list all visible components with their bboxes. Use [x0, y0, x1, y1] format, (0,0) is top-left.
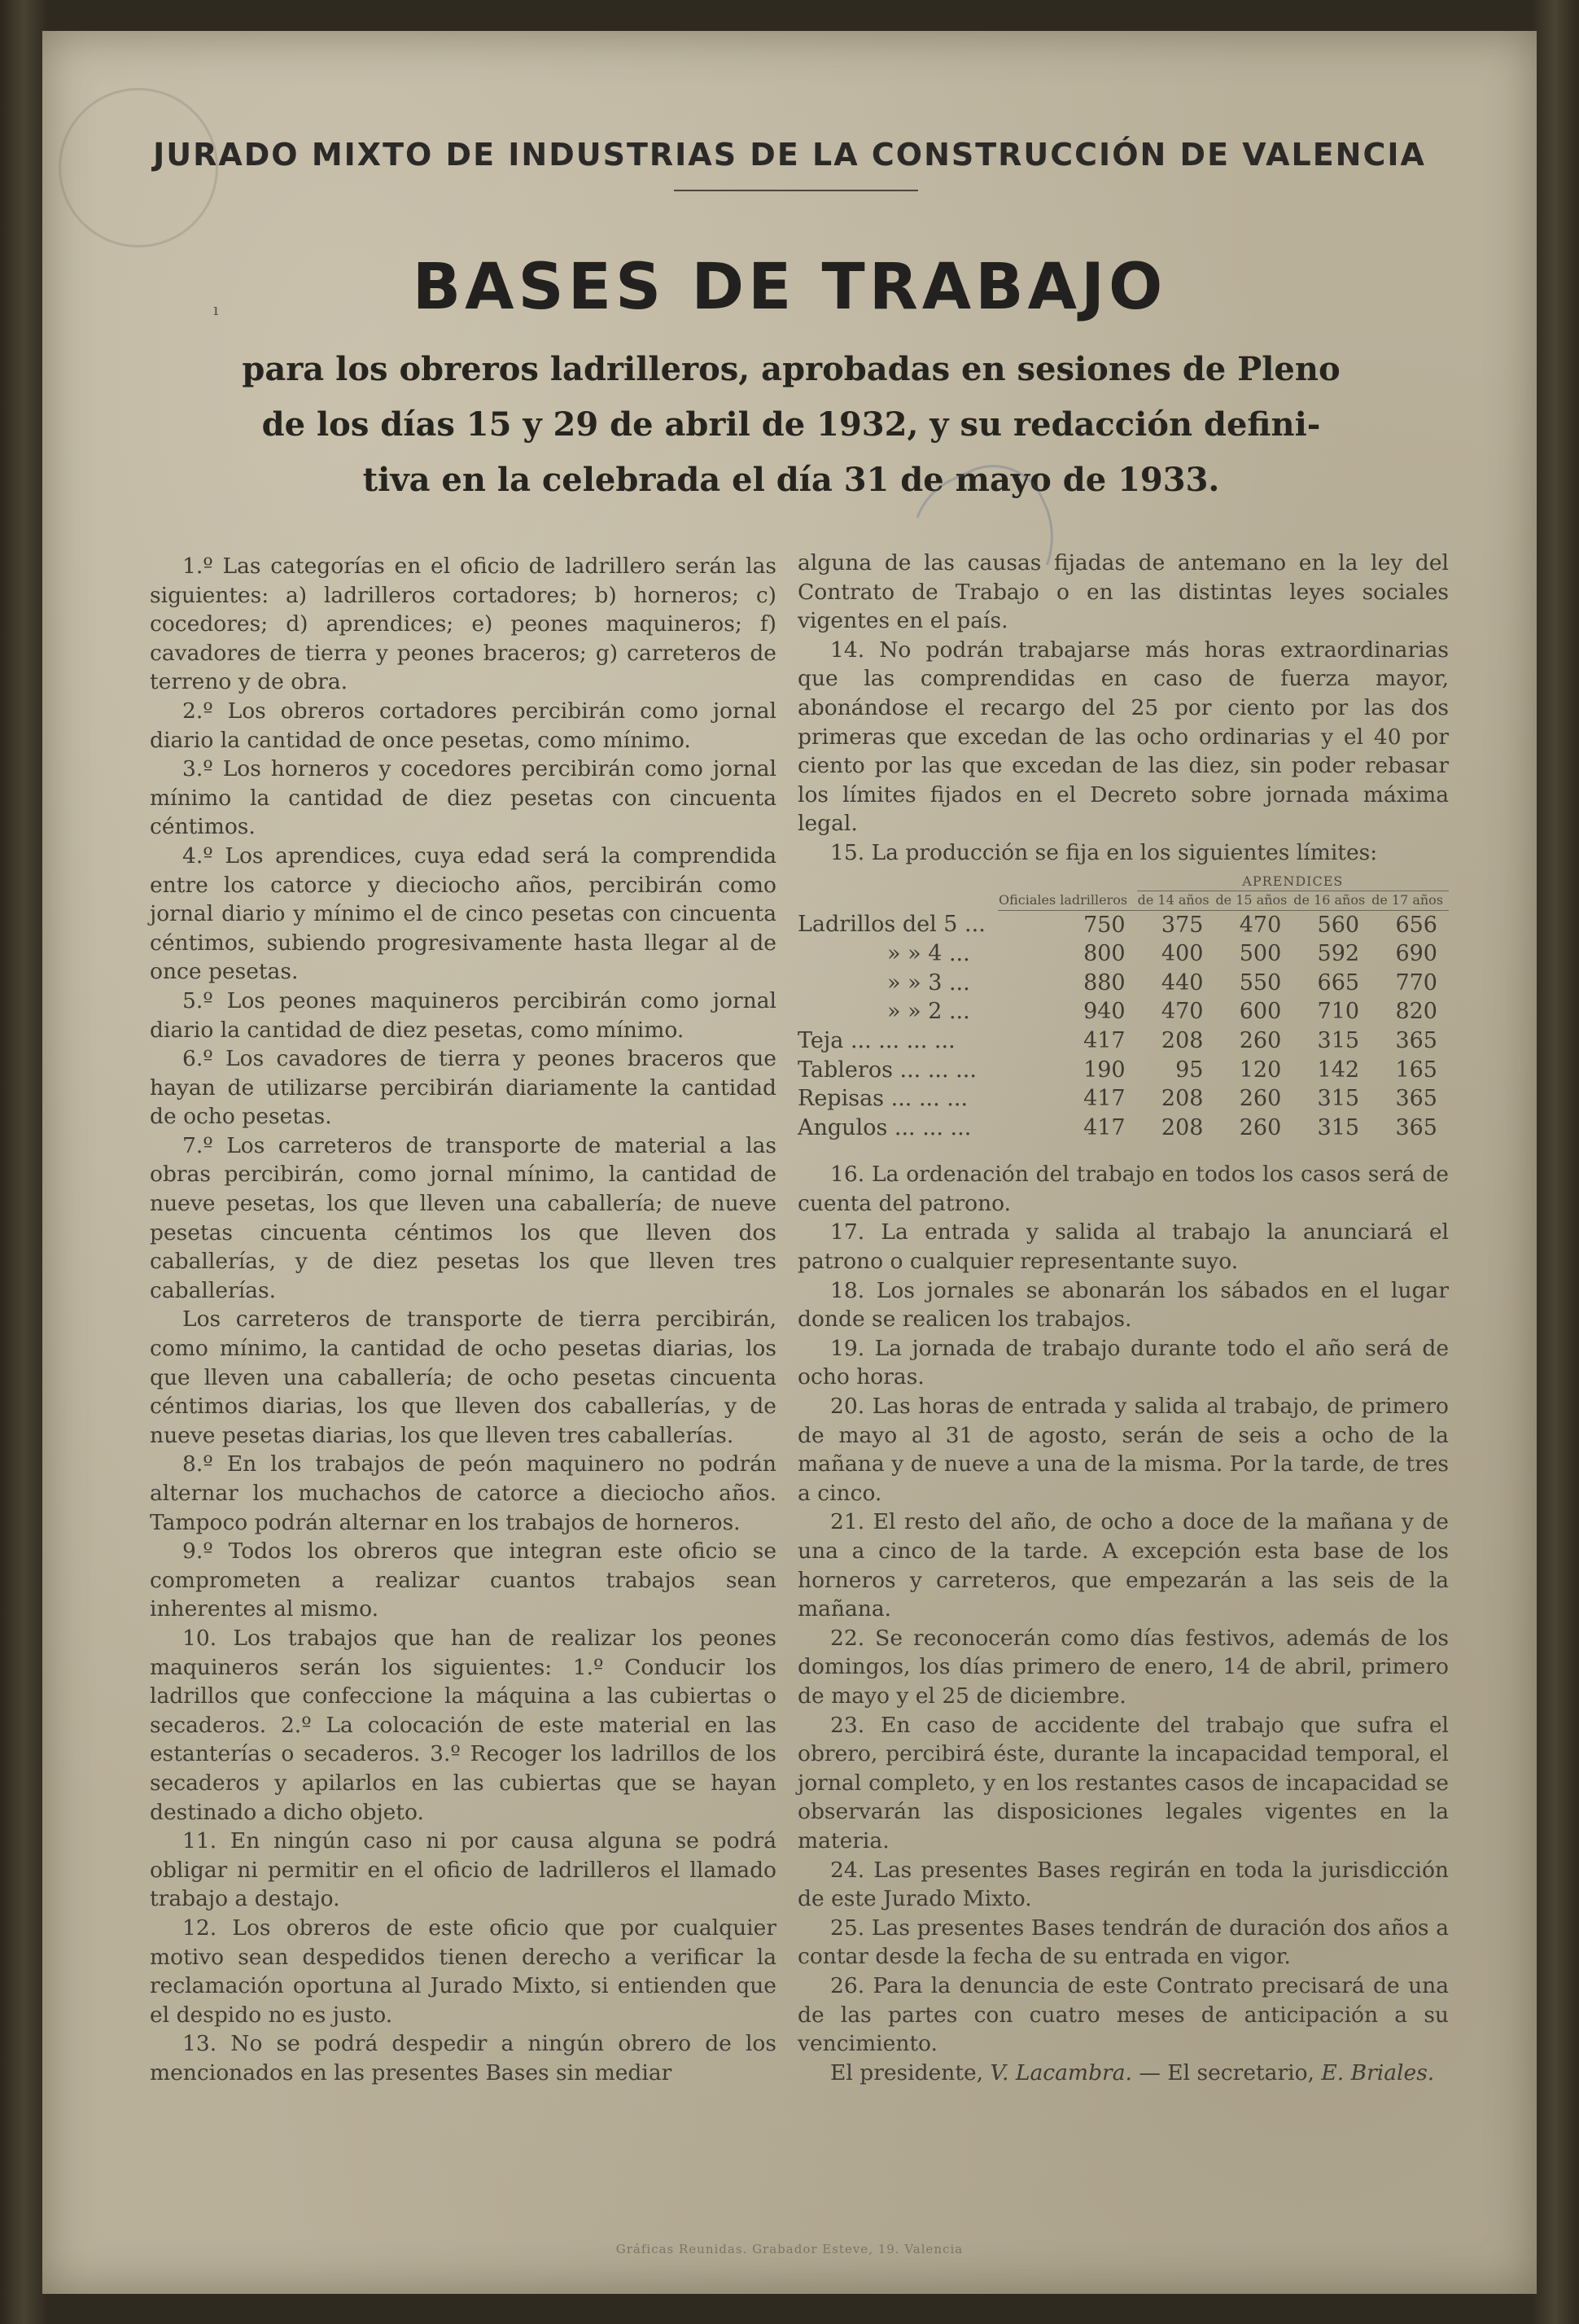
clause: 8.º En los trabajos de peón maquinero no podrán alternar los muchachos de catorce a dieciocho años. Tampoco podrán alternar en los trabajos de horneros. — [150, 1451, 776, 1535]
clause: 20. Las horas de entrada y salida al trabajo, de primero de mayo al 31 de agosto, serán de seis a ocho de la mañana y de nueve a una de la misma. Por la tarde, de tres a cinco. — [798, 1394, 1449, 1506]
signature-block — [798, 2059, 1449, 2088]
table-cell: 470 — [1161, 999, 1204, 1025]
clause: 23. En caso de accidente del trabajo que sufra el obrero, percibirá éste, durante la incapacidad temporal, el jornal completo, y en los restantes casos de incapacidad se observarán las disposiciones legales vigentes en la materia. — [798, 1712, 1449, 1854]
table-cell: 365 — [1395, 1114, 1437, 1140]
production-table — [798, 873, 1449, 1143]
president-name: V. Lacambra. — [990, 2059, 1132, 2085]
row-label: » » 2 ... — [887, 999, 970, 1025]
table-cell: 365 — [1395, 1086, 1437, 1112]
clause: 2.º Los obreros cortadores percibirán como jornal diario la cantidad de once pesetas, como mínimo. — [150, 698, 776, 753]
clause: Los carreteros de transporte de tierra percibirán, como mínimo, la cantidad de ocho pesetas diarias, los que lleven una caballería; de ocho pesetas cincuenta céntimos diarias, los que lleven dos caballerías, y de nueve pesetas diarias, los que lleven tres caballerías. — [150, 1306, 776, 1448]
table-cell: 315 — [1317, 1086, 1360, 1112]
table-cell: 690 — [1395, 941, 1437, 967]
table-cell: 417 — [1083, 1114, 1126, 1140]
row-label: Ladrillos del 5 ... — [798, 912, 986, 938]
table-cell: 190 — [1083, 1057, 1126, 1083]
table-cell: 95 — [1175, 1057, 1204, 1083]
table-cell: 365 — [1395, 1027, 1437, 1053]
clause: 14. No podrán trabajarse más horas extraordinarias que las comprendidas en caso de fuerza mayor, abonándose el recargo del 25 por ciento por las dos primeras que excedan de las ocho ordinarias y el 40 por ciento por las que excedan de las diez, sin poder rebasar los límites fijados en el Decreto sobre jornada máxima legal. — [798, 637, 1449, 837]
clause: 17. La entrada y salida al trabajo la anunciará el patrono o cualquier representante suyo. — [798, 1219, 1449, 1275]
subtitle-line: tiva en la celebrada el día 31 de mayo de 1933. — [362, 461, 1220, 499]
column-header: de 16 años — [1293, 891, 1371, 910]
column-header: de 17 años — [1371, 891, 1449, 910]
table-cell: 656 — [1395, 912, 1437, 938]
clause: 15. La producción se fija en los siguientes límites: — [830, 839, 1378, 865]
clause: 9.º Todos los obreros que integran este oficio se comprometen a realizar cuantos trabajos sean inherentes al mismo. — [150, 1538, 776, 1622]
table-cell: 142 — [1317, 1057, 1360, 1083]
table-cell: 750 — [1083, 912, 1126, 938]
table-cell: 315 — [1317, 1114, 1360, 1140]
table-cell: 800 — [1083, 941, 1126, 967]
clause: 22. Se reconocerán como días festivos, además de los domingos, los días primero de enero, 14 de abril, primero de mayo y el 25 de diciembre. — [798, 1625, 1449, 1709]
table-cell: 560 — [1317, 912, 1360, 938]
secretary-label: — El secretario, — [1139, 2059, 1314, 2085]
document-subtitle — [213, 342, 1369, 508]
table-cell: 665 — [1317, 969, 1360, 996]
table-cell: 260 — [1239, 1086, 1282, 1112]
row-label: Repisas ... ... ... — [798, 1086, 969, 1112]
table-cell: 592 — [1317, 941, 1360, 967]
table-cell: 417 — [1083, 1086, 1126, 1112]
table-row — [798, 939, 1449, 969]
clause: 26. Para la denuncia de este Contrato precisará de una de las partes con cuatro meses de anticipación a su vencimiento. — [798, 1972, 1449, 2057]
table-cell: 550 — [1239, 969, 1282, 996]
clause: 12. Los obreros de este oficio que por cualquier motivo sean despedidos tienen derecho a verificar la reclamación oportuna al Jurado Mixto, si entienden que el despido no es justo. — [150, 1915, 776, 2028]
group-header: APRENDICES — [1137, 873, 1449, 891]
table-row — [798, 1084, 1449, 1114]
table-cell: 440 — [1161, 969, 1204, 996]
clause: 13. No se podrá despedir a ningún obrero de los mencionados en las presentes Bases sin mediar — [150, 2031, 776, 2085]
clause: 16. La ordenación del trabajo en todos los casos será de cuenta del patrono. — [798, 1162, 1449, 1216]
clause: 4.º Los aprendices, cuya edad será la comprendida entre los catorce y dieciocho años, percibirán como jornal diario y mínimo el de cinco pesetas con cincuenta céntimos, subiendo progresivamente hasta llegar al de once pesetas. — [150, 843, 776, 985]
table-cell: 208 — [1161, 1027, 1204, 1053]
table-cell: 500 — [1239, 941, 1282, 967]
clause: 7.º Los carreteros de transporte de material a las obras percibirán, como jornal mínimo, la cantidad de nueve pesetas, los que lleven una caballería; de nueve pesetas cincuenta céntimos los que lleven dos caballerías, y de diez pesetas los que lleven tres caballerías. — [150, 1132, 776, 1303]
table-cell: 120 — [1239, 1057, 1282, 1083]
president-label: El presidente, — [830, 2059, 984, 2085]
margin-mark: ı — [213, 300, 219, 319]
column-header: Oficiales ladrilleros — [998, 873, 1137, 911]
table-cell: 375 — [1161, 912, 1204, 938]
secretary-name: E. Briales. — [1321, 2059, 1435, 2085]
table-cell: 315 — [1317, 1027, 1360, 1053]
table-cell: 600 — [1239, 999, 1282, 1025]
table-cell: 880 — [1083, 969, 1126, 996]
clause: 18. Los jornales se abonarán los sábados en el lugar donde se realicen los trabajos. — [798, 1277, 1449, 1333]
clause: 24. Las presentes Bases regirán en toda la jurisdicción de este Jurado Mixto. — [798, 1857, 1449, 1912]
heading-rule — [674, 190, 918, 191]
table-cell: 260 — [1239, 1027, 1282, 1053]
printer-imprint: Gráficas Reunidas. Grabador Esteve, 19. Valencia — [615, 2242, 964, 2256]
table-cell: 940 — [1083, 999, 1126, 1025]
table-cell: 770 — [1395, 969, 1437, 996]
clause: 11. En ningún caso ni por causa alguna se podrá obligar ni permitir en el oficio de ladrilleros el llamado trabajo a destajo. — [150, 1828, 776, 1912]
row-label: Teja ... ... ... ... — [798, 1027, 956, 1053]
left-column — [150, 552, 776, 2087]
row-label: Angulos ... ... ... — [798, 1114, 972, 1140]
table-row — [798, 1026, 1449, 1056]
table-row — [798, 997, 1449, 1026]
column-header: de 15 años — [1214, 891, 1293, 910]
table-cell: 208 — [1161, 1086, 1204, 1112]
table-row — [798, 1114, 1449, 1143]
table-cell: 260 — [1239, 1114, 1282, 1140]
row-label: » » 3 ... — [887, 969, 970, 996]
clause: 3.º Los horneros y cocedores percibirán como jornal mínimo la cantidad de diez pesetas con cincuenta céntimos. — [150, 756, 776, 840]
column-header: de 14 años — [1137, 891, 1215, 910]
table-row — [798, 910, 1449, 939]
organization-heading: JURADO MIXTO DE INDUSTRIAS DE LA CONSTRUCCIÓN DE VALENCIA — [153, 137, 1426, 173]
clause: 1.º Las categorías en el oficio de ladrillero serán las siguientes: a) ladrilleros cortadores; b) horneros; c) cocedores; d) aprendices; e) peones maquineros; f) cavadores de tierra y peones braceros; g) carreteros de terreno y de obra. — [150, 554, 776, 695]
table-cell: 470 — [1239, 912, 1282, 938]
document-title: BASES DE TRABAJO — [412, 251, 1167, 324]
table-row — [798, 1056, 1449, 1085]
clause: 21. El resto del año, de ocho a doce de la mañana y de una a cinco de la tarde. A excepción esta base de los horneros y carreteros, que empezarán a las seis de la mañana. — [798, 1509, 1449, 1622]
clause: 5.º Los peones maquineros percibirán como jornal diario la cantidad de diez pesetas, como mínimo. — [150, 987, 776, 1043]
row-label: Tableros ... ... ... — [798, 1057, 977, 1083]
table-cell: 400 — [1161, 941, 1204, 967]
right-column — [798, 549, 1449, 2087]
clause: 10. Los trabajos que han de realizar los peones maquineros serán los siguientes: 1.º Conducir los ladrillos que confeccione la máquina a las cubiertas o secaderos. 2.º La colocación de este material en las estanterías o secaderos. 3.º Recoger los ladrillos de los secaderos y apilarlos en las cubiertas que se hayan destinado a dicho objeto. — [150, 1625, 776, 1825]
subtitle-line: de los días 15 y 29 de abril de 1932, y su redacción defini- — [261, 405, 1321, 444]
table-cell: 417 — [1083, 1027, 1126, 1053]
row-label: » » 4 ... — [887, 941, 970, 967]
table-cell: 710 — [1317, 999, 1360, 1025]
table-row — [798, 969, 1449, 998]
table-cell: 820 — [1395, 999, 1437, 1025]
document-sheet — [42, 31, 1537, 2294]
table-cell: 165 — [1395, 1057, 1437, 1083]
table-cell: 208 — [1161, 1114, 1204, 1140]
clause: 19. La jornada de trabajo durante todo el año será de ocho horas. — [798, 1335, 1449, 1390]
clause: 25. Las presentes Bases tendrán de duración dos años a contar desde la fecha de su entrada en vigor. — [798, 1915, 1449, 1970]
clause: alguna de las causas fijadas de antemano en la ley del Contrato de Trabajo o en las distintas leyes sociales vigentes en el país. — [798, 550, 1449, 634]
clause: 6.º Los cavadores de tierra y peones braceros que hayan de utilizarse percibirán diariamente la cantidad de ocho pesetas. — [150, 1046, 776, 1130]
subtitle-line: para los obreros ladrilleros, aprobadas en sesiones de Pleno — [242, 350, 1341, 388]
